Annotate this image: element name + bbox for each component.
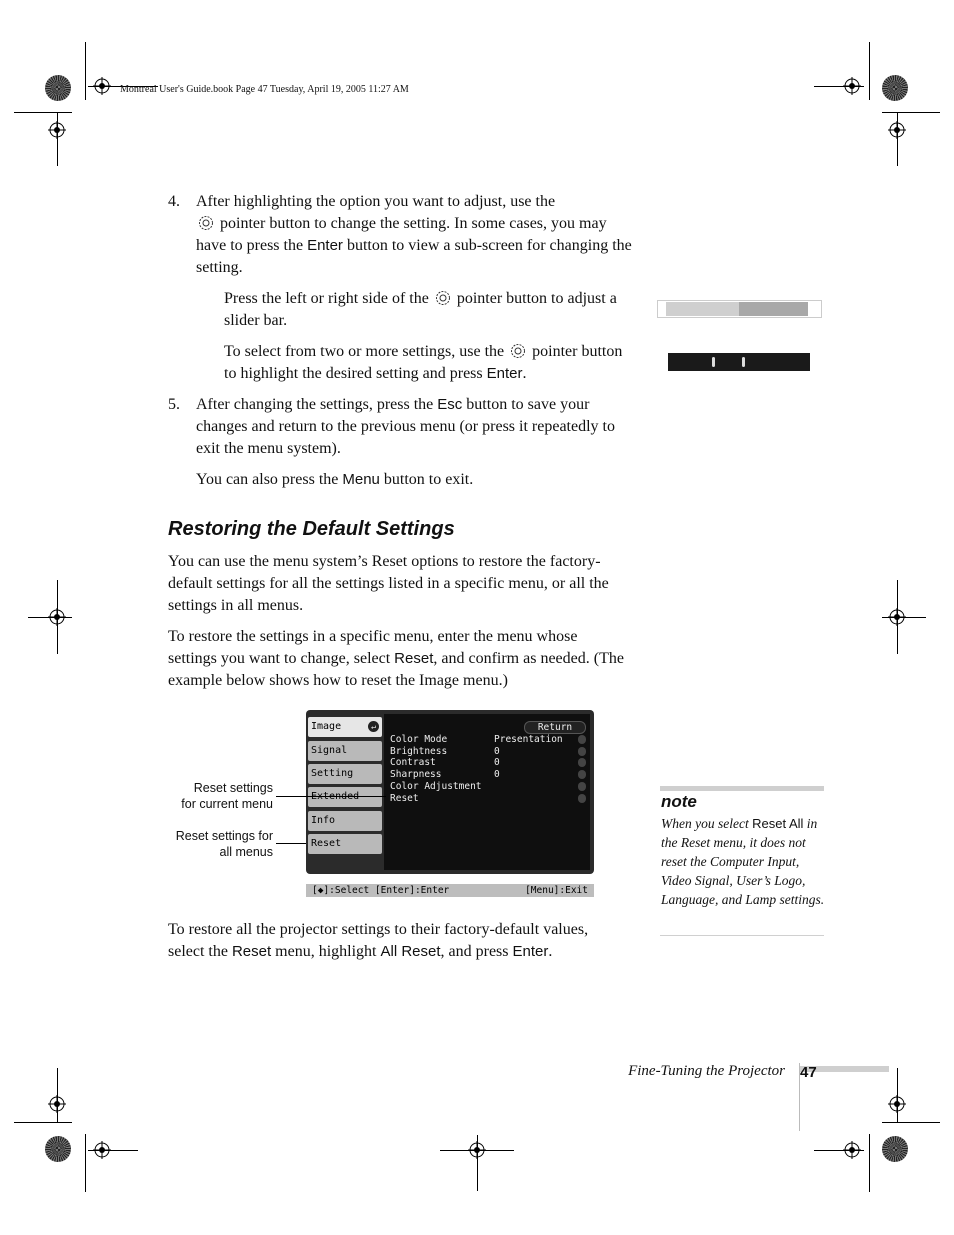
menu-row-sharpness[interactable]: [390, 769, 588, 780]
menu-status-bar: [306, 884, 594, 897]
key-name: Enter: [512, 943, 549, 960]
menu-row-color-adjustment[interactable]: [390, 781, 588, 792]
key-name: Enter: [307, 237, 343, 254]
key-name: Reset: [394, 650, 434, 667]
registration-target-icon: [93, 1141, 111, 1159]
step-5-text: [196, 394, 636, 460]
registration-target-icon: [888, 1095, 906, 1113]
row-indicator: [578, 770, 586, 779]
row-indicator: [578, 735, 586, 744]
registration-rosette-icon: [45, 75, 71, 101]
selection-bar-illustration: [668, 353, 810, 371]
paragraph-text: To restore all the projector settings to their factory-default values, select the: [168, 921, 589, 960]
callout-text: Reset settings for: [175, 829, 273, 843]
footer-chapter-title: Fine-Tuning the Projector: [628, 1063, 785, 1079]
section-heading: Restoring the Default Settings: [168, 518, 455, 540]
menu-row-reset[interactable]: [390, 793, 588, 804]
tab-label: Image: [311, 721, 342, 732]
status-select-enter: [◆]:Select [Enter]:Enter: [312, 885, 450, 896]
row-label: Brightness: [390, 746, 448, 757]
callout-text: all menus: [219, 845, 273, 859]
step-text: After highlighting the option you want to adjust, use the: [196, 193, 556, 210]
registration-rosette-icon: [45, 1136, 71, 1162]
projector-menu-screenshot: [306, 710, 594, 874]
tab-label: Setting: [311, 768, 354, 779]
registration-target-icon: [48, 121, 66, 139]
step-text: You can also press the: [196, 471, 339, 488]
row-indicator: [578, 747, 586, 756]
callout-pointer-line: [276, 796, 386, 797]
key-name: Enter: [486, 365, 523, 382]
key-name: Esc: [437, 396, 463, 413]
pointer-button-icon: [198, 215, 214, 231]
note-title: note: [661, 792, 697, 811]
menu-row-color-mode[interactable]: [390, 734, 588, 745]
callout-text: for current menu: [181, 797, 273, 811]
step-text: Press the left or right side of the: [224, 290, 429, 307]
section-paragraph: [168, 919, 628, 963]
step-text: pointer button to adjust a slider bar.: [224, 290, 617, 329]
row-indicator: [578, 782, 586, 791]
row-indicator: [578, 758, 586, 767]
step-text: button to exit.: [383, 471, 474, 488]
row-label: Reset: [390, 793, 419, 804]
registration-target-icon: [48, 608, 66, 626]
row-label: Contrast: [390, 757, 436, 768]
option-marker-icon: [712, 357, 715, 367]
step-text: button to save your changes and return to the previous menu (or press it repeatedly to exit the menu system).: [196, 396, 615, 457]
registration-target-icon: [888, 608, 906, 626]
callout-current-menu: [150, 780, 273, 812]
page-number: 47: [800, 1064, 817, 1081]
select-instruction: [224, 341, 634, 385]
status-exit: [Menu]:Exit: [525, 885, 588, 896]
step-text: pointer button to change the setting. In some cases, you may have to press the: [196, 215, 607, 254]
tab-label: Signal: [311, 745, 348, 756]
menu-row-brightness[interactable]: [390, 746, 588, 757]
row-label: Color Adjustment: [390, 781, 482, 792]
callout-text: Reset settings: [193, 781, 273, 795]
slider-instruction: [224, 288, 634, 332]
key-name: Reset: [231, 943, 272, 960]
menu-tab-info[interactable]: [308, 811, 382, 831]
callout-all-menus: [150, 828, 273, 860]
row-label: Sharpness: [390, 769, 442, 780]
step-text: After changing the settings, press the: [196, 396, 434, 413]
menu-tab-setting[interactable]: [308, 764, 382, 784]
menu-exit-note: [196, 469, 636, 491]
registration-rosette-icon: [882, 1136, 908, 1162]
key-name: All Reset: [380, 943, 441, 960]
registration-target-icon: [93, 77, 111, 95]
registration-rosette-icon: [882, 75, 908, 101]
note-divider: [660, 935, 824, 936]
slider-fill: [739, 302, 808, 316]
registration-target-icon: [48, 1095, 66, 1113]
step-text: pointer button to highlight the desired setting and press: [224, 343, 623, 382]
section-paragraph: [168, 626, 628, 692]
note-body: in the Reset menu, it does not reset the Computer Input, Video Signal, User’s Logo, Language, and Lamp settings.: [661, 816, 825, 907]
step-number: 5.: [168, 396, 180, 413]
menu-row-contrast[interactable]: [390, 757, 588, 768]
file-info-header: Montreal User's Guide.book Page 47 Tuesday, April 19, 2005 11:27 AM: [120, 84, 409, 95]
note-text: [661, 814, 826, 909]
registration-target-icon: [843, 1141, 861, 1159]
note-body: When you select: [661, 816, 749, 831]
menu-panel: [384, 714, 590, 870]
registration-target-icon: [888, 121, 906, 139]
row-indicator: [578, 794, 586, 803]
step-text: To select from two or more settings, use the: [224, 343, 505, 360]
tab-label: Info: [311, 815, 336, 826]
registration-target-icon: [843, 77, 861, 95]
step-text: button to view a sub-screen for changing the setting.: [196, 237, 632, 276]
callout-pointer-line: [276, 843, 306, 844]
note-rule: [660, 786, 824, 791]
row-value: 0: [494, 746, 500, 757]
registration-target-icon: [468, 1141, 486, 1159]
pointer-button-icon: [435, 290, 451, 306]
step-4-text: [196, 191, 636, 279]
row-label: Color Mode: [390, 734, 448, 745]
enter-icon: ↵: [368, 721, 379, 732]
menu-tab-signal[interactable]: [308, 741, 382, 761]
row-value: 0: [494, 757, 500, 768]
key-name: Reset All: [752, 816, 804, 831]
step-number: 4.: [168, 193, 180, 210]
paragraph-text: .: [548, 943, 553, 960]
paragraph-text: To restore the settings in a specific menu, enter the menu whose settings you want to change, select: [168, 628, 578, 667]
key-name: Menu: [342, 471, 380, 488]
menu-tab-reset[interactable]: [308, 834, 382, 854]
step-text: .: [522, 365, 527, 382]
row-value: 0: [494, 769, 500, 780]
option-marker-icon: [742, 357, 745, 367]
paragraph-text: , and press: [440, 943, 509, 960]
return-button[interactable]: Return: [524, 721, 586, 734]
section-paragraph: You can use the menu system’s Reset options to restore the factory-default settings for all the settings listed in a specific menu, or all the settings in all menus.: [168, 553, 609, 614]
tab-label: Reset: [311, 838, 342, 849]
paragraph-text: menu, highlight: [275, 943, 377, 960]
slider-bar-illustration: [657, 300, 822, 318]
menu-tab-extended[interactable]: [308, 787, 382, 807]
row-value: Presentation: [494, 734, 563, 745]
pointer-button-icon: [510, 343, 526, 359]
paragraph-text: , and confirm as needed. (The example below shows how to reset the Image menu.): [168, 650, 624, 689]
menu-tab-image[interactable]: [308, 717, 382, 737]
